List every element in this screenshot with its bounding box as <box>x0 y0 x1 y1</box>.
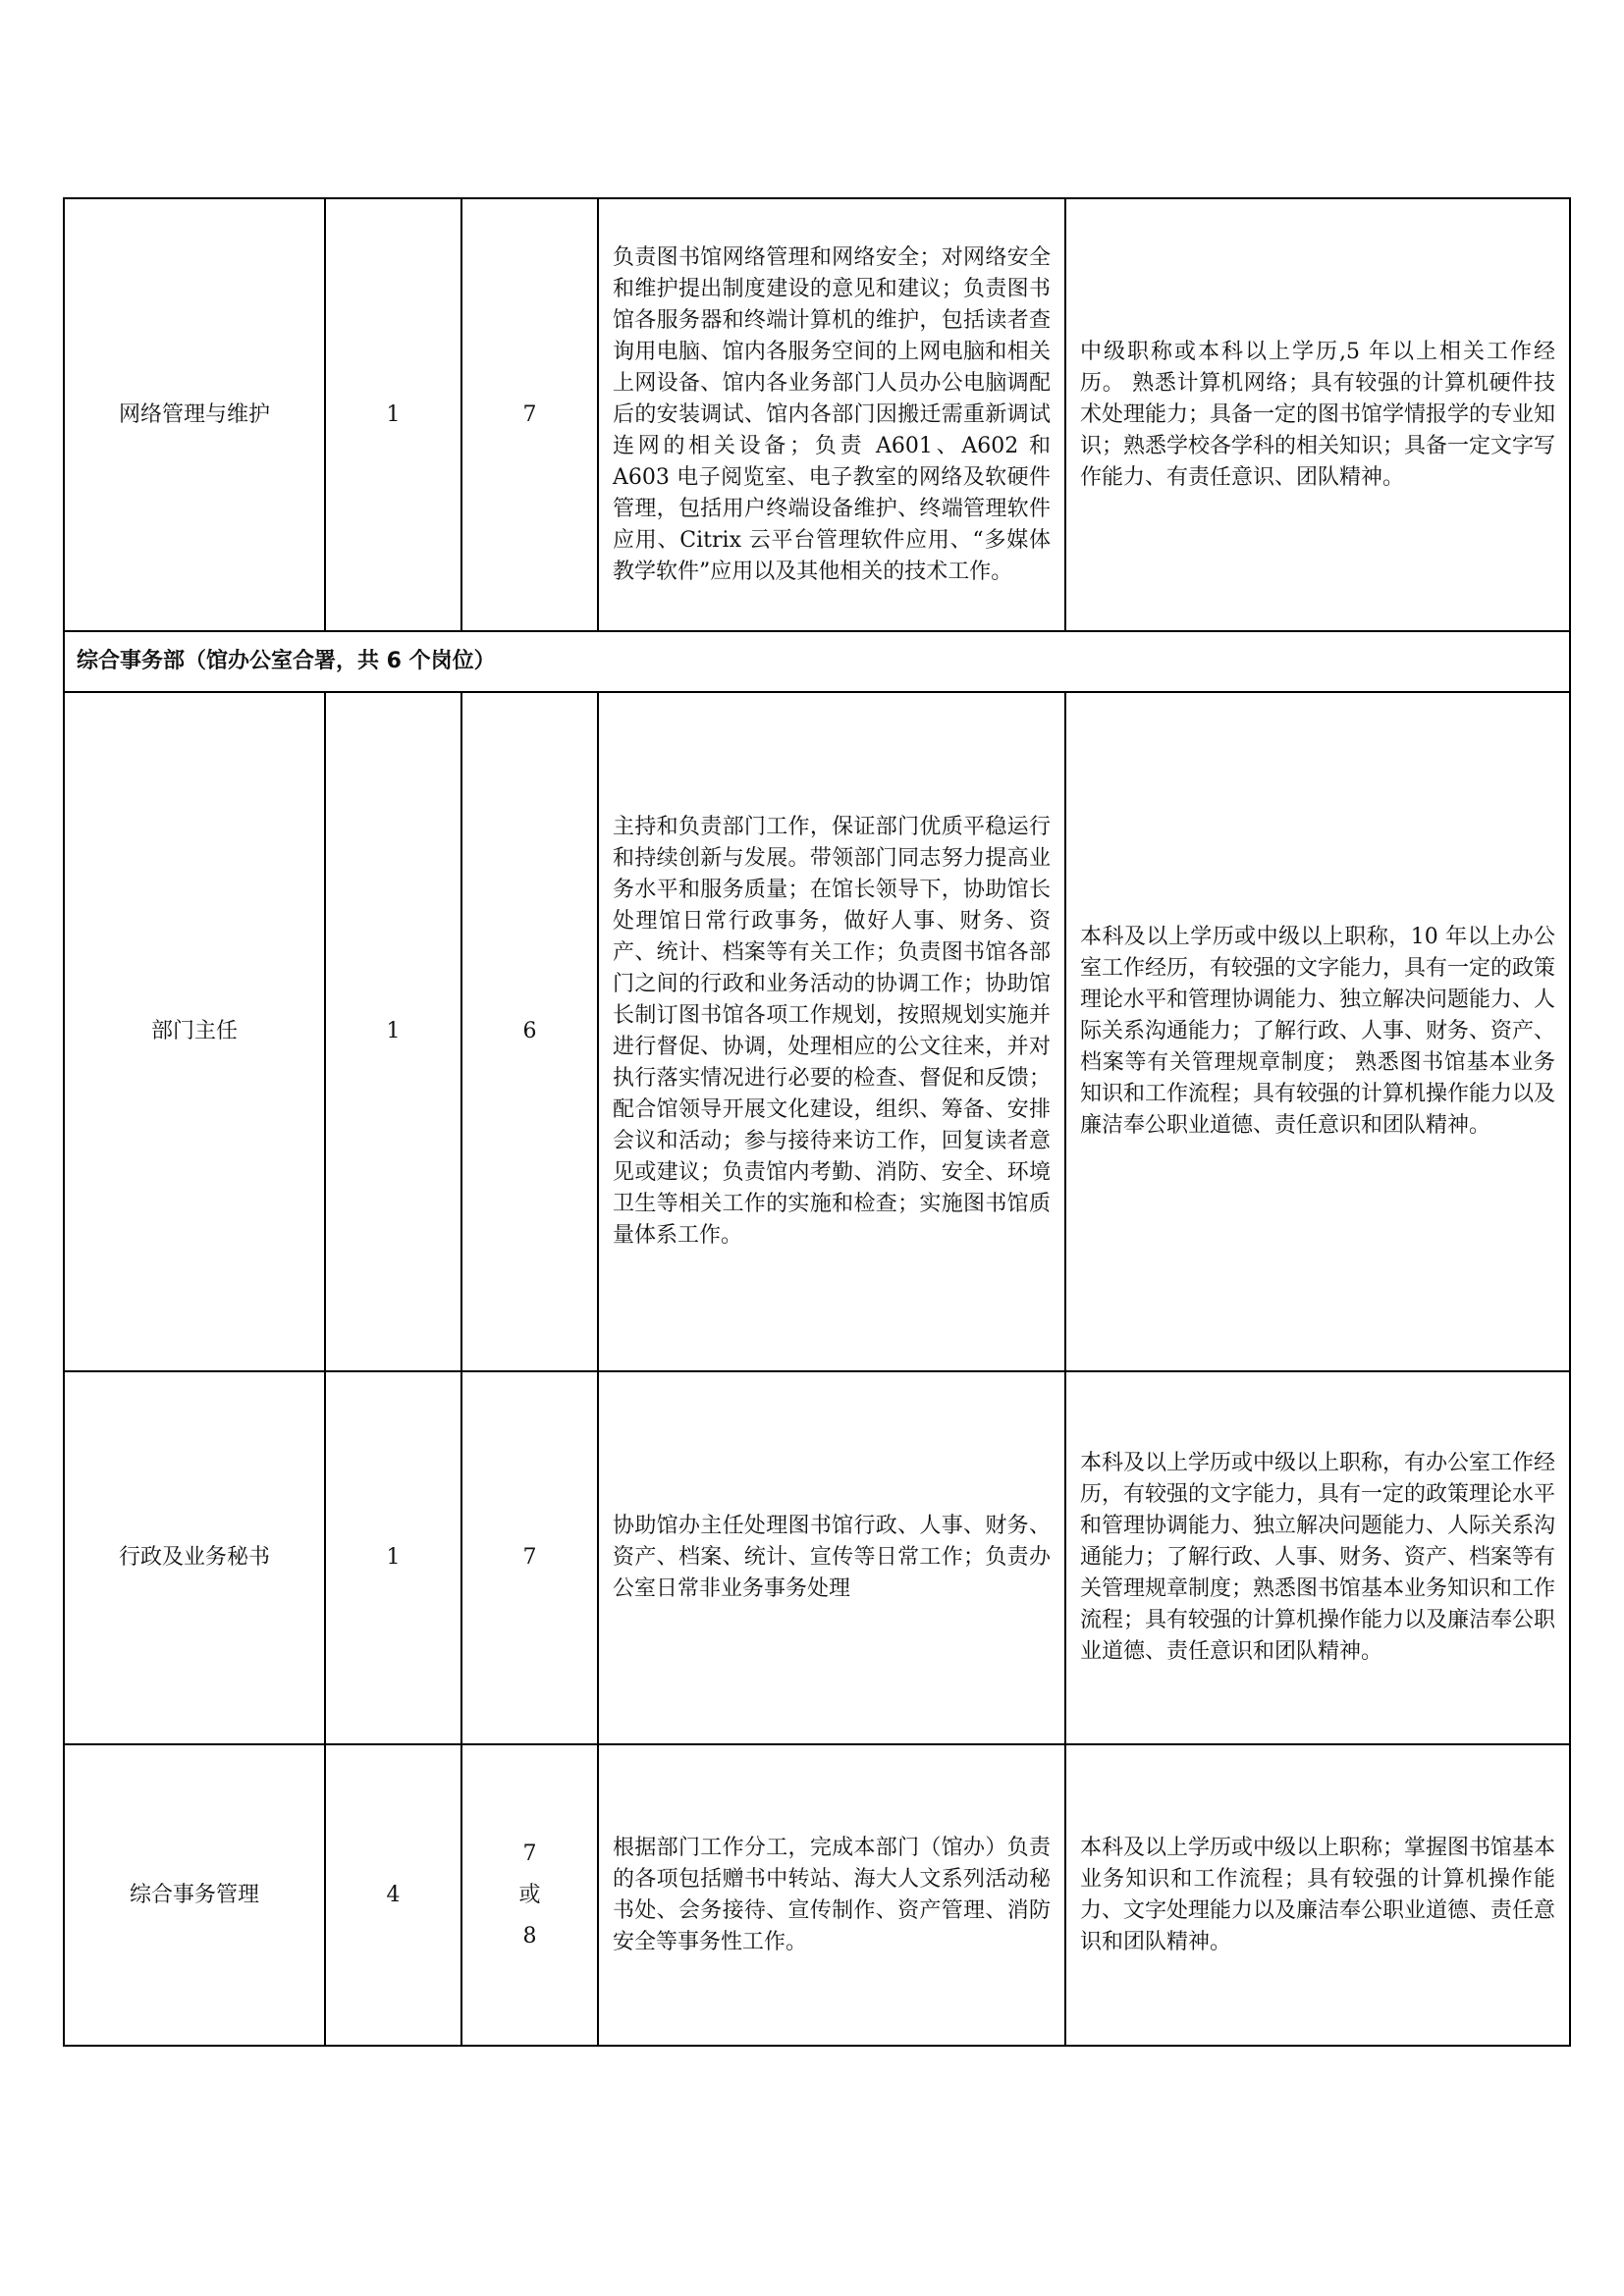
position-name: 综合事务管理 <box>64 1744 325 2046</box>
position-requirement: 本科及以上学历或中级以上职称；掌握图书馆基本业务知识和工作流程；具有较强的计算机操作能力、文字处理能力以及廉洁奉公职业道德、责任意识和团队精神。 <box>1065 1744 1570 2046</box>
position-name: 行政及业务秘书 <box>64 1371 325 1744</box>
position-requirement: 中级职称或本科以上学历,5 年以上相关工作经历。 熟悉计算机网络；具有较强的计算机硬件技术处理能力；具备一定的图书馆学情报学的专业知识；熟悉学校各学科的相关知识；具备一定文字写作能力、有责任意识、团队精神。 <box>1065 198 1570 631</box>
position-duty: 主持和负责部门工作，保证部门优质平稳运行和持续创新与发展。带领部门同志努力提高业务水平和服务质量；在馆长领导下，协助馆长处理馆日常行政事务，做好人事、财务、资产、统计、档案等有关工作；负责图书馆各部门之间的行政和业务活动的协调工作；协助馆长制订图书馆各项工作规划，按照规划实施并进行督促、协调，处理相应的公文往来，并对执行落实情况进行必要的检查、督促和反馈；配合馆领导开展文化建设，组织、筹备、安排会议和活动；参与接待来访工作，回复读者意见或建议；负责馆内考勤、消防、安全、环境卫生等相关工作的实施和检查；实施图书馆质量体系工作。 <box>598 692 1065 1371</box>
position-count: 1 <box>325 692 461 1371</box>
position-requirement: 本科及以上学历或中级以上职称，10 年以上办公室工作经历，有较强的文字能力，具有一定的政策理论水平和管理协调能力、独立解决问题能力、人际关系沟通能力；了解行政、人事、财务、资产、档案等有关管理规章制度； 熟悉图书馆基本业务知识和工作流程；具有较强的计算机操作能力以及廉洁奉公职业道德、责任意识和团队精神。 <box>1065 692 1570 1371</box>
position-name: 部门主任 <box>64 692 325 1371</box>
section-title: 综合事务部（馆办公室合署，共 6 个岗位） <box>64 631 1570 692</box>
job-table <box>63 197 1571 2047</box>
position-duty: 协助馆办主任处理图书馆行政、人事、财务、资产、档案、统计、宣传等日常工作；负责办公室日常非业务事务处理 <box>598 1371 1065 1744</box>
position-duty: 根据部门工作分工，完成本部门（馆办）负责的各项包括赠书中转站、海大人文系列活动秘书处、会务接待、宣传制作、资产管理、消防安全等事务性工作。 <box>598 1744 1065 2046</box>
position-grade: 6 <box>461 692 598 1371</box>
position-count: 1 <box>325 198 461 631</box>
position-grade: 7 <box>461 1371 598 1744</box>
position-count: 1 <box>325 1371 461 1744</box>
position-name: 网络管理与维护 <box>64 198 325 631</box>
table-row <box>64 692 1570 1371</box>
grade-line: 8 <box>522 1923 537 1949</box>
section-header-row <box>64 631 1570 692</box>
position-grade: 7 <box>461 198 598 631</box>
position-count: 4 <box>325 1744 461 2046</box>
position-requirement: 本科及以上学历或中级以上职称，有办公室工作经历，有较强的文字能力，具有一定的政策理论水平和管理协调能力、独立解决问题能力、人际关系沟通能力；了解行政、人事、财务、资产、档案等有关管理规章制度；熟悉图书馆基本业务知识和工作流程；具有较强的计算机操作能力以及廉洁奉公职业道德、责任意识和团队精神。 <box>1065 1371 1570 1744</box>
position-duty: 负责图书馆网络管理和网络安全；对网络安全和维护提出制度建设的意见和建议；负责图书馆各服务器和终端计算机的维护，包括读者查询用电脑、馆内各服务空间的上网电脑和相关上网设备、馆内各业务部门人员办公电脑调配后的安装调试、馆内各部门因搬迁需重新调试连网的相关设备；负责 A601、A602 和 A603 电子阅览室、电子教室的网络及软硬件管理，包括用户终端设备维护、终端管理软件应用、Citrix 云平台管理软件应用、“多媒体教学软件”应用以及其他相关的技术工作。 <box>598 198 1065 631</box>
table-row <box>64 1371 1570 1744</box>
grade-line: 7 <box>522 1841 537 1866</box>
table-row <box>64 1744 1570 2046</box>
position-grade <box>461 1744 598 2046</box>
table-row <box>64 198 1570 631</box>
grade-line: 或 <box>518 1882 541 1907</box>
